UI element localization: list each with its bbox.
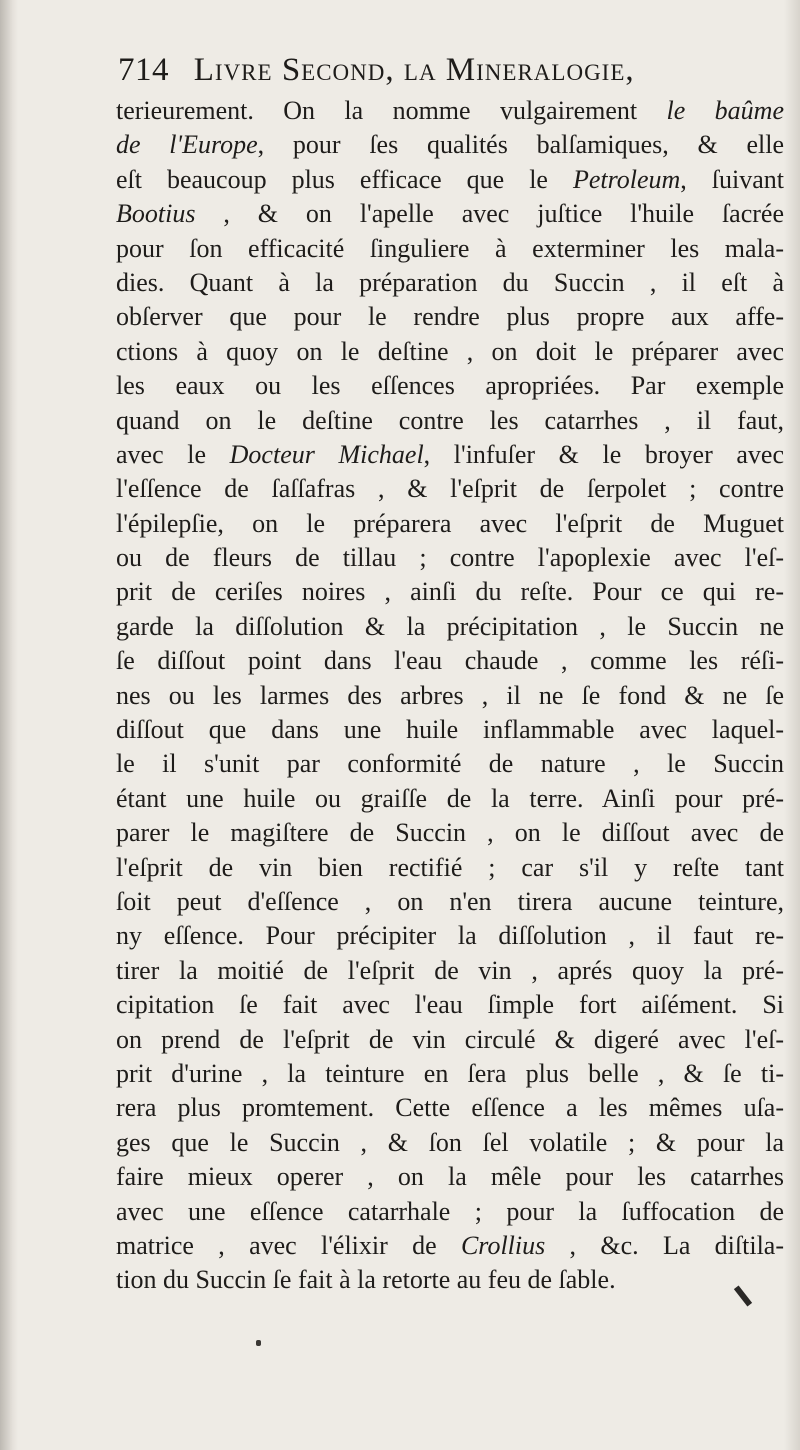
text-run: tion du Succin ſe fait à la retorte au feu de ſable. xyxy=(116,1265,616,1295)
text-run: quand on le deſtine contre les catarrhes , il faut, xyxy=(116,405,784,435)
text-run: le il s'unit par conformité de nature , le Succin xyxy=(116,749,784,779)
text-run: ges que le Succin , & ſon ſel volatile ; & pour la xyxy=(116,1127,784,1157)
text-run: , & on l'apelle avec juſtice l'huile ſacrée xyxy=(195,199,784,229)
text-run: terieurement. On la nomme vulgairement xyxy=(116,96,667,125)
italic-run: de l'Europe xyxy=(116,130,258,160)
italic-run: Petroleum xyxy=(572,164,681,194)
text-line xyxy=(116,197,784,231)
text-line xyxy=(116,163,784,197)
text-line xyxy=(116,816,784,850)
text-run: eſt beaucoup plus efficace que le xyxy=(116,164,573,194)
text-line xyxy=(116,782,784,816)
text-line xyxy=(116,644,784,678)
italic-run: Bootius xyxy=(116,199,196,229)
text-run: on prend de l'eſprit de vin circulé & digeré avec l'eſ- xyxy=(116,1024,784,1054)
ink-speck xyxy=(256,1340,261,1346)
text-line xyxy=(116,404,784,438)
text-run: étant une huile ou graiſſe de la terre. Ainſi pour pré- xyxy=(116,783,784,813)
page-edge xyxy=(784,0,800,1450)
text-run: prit de ceriſes noires , ainſi du reſte. Pour ce qui re- xyxy=(116,577,784,607)
text-run: nes ou les larmes des arbres , il ne ſe fond & ne ſe xyxy=(116,680,784,710)
text-line xyxy=(116,1195,784,1229)
text-line xyxy=(116,335,784,369)
text-line xyxy=(116,300,784,334)
page-number: 714 xyxy=(118,52,169,88)
text-run: garde la diſſolution & la précipitation , le Succin ne xyxy=(116,611,784,641)
text-line xyxy=(116,232,784,266)
text-line xyxy=(116,266,784,300)
text-run: , pour ſes qualités balſamiques, & elle xyxy=(257,130,784,160)
text-run: ſoit peut d'eſſence , on n'en tirera aucune teinture, xyxy=(116,886,784,916)
text-line xyxy=(116,610,784,644)
text-line xyxy=(116,988,784,1022)
text-line xyxy=(116,369,784,403)
text-line xyxy=(116,575,784,609)
text-run: obſerver que pour le rendre plus propre aux affe- xyxy=(116,302,784,332)
running-head xyxy=(118,52,790,100)
text-run: faire mieux operer , on la mêle pour les catarrhes xyxy=(116,1162,784,1192)
text-line xyxy=(116,713,784,747)
text-line xyxy=(116,851,784,885)
text-run: pour ſon efficacité ſinguliere à exterminer les mala- xyxy=(116,233,784,263)
text-run: parer le magiſtere de Succin , on le diſſout avec de xyxy=(116,818,784,848)
text-run: diſſout que dans une huile inflammable avec laquel- xyxy=(116,715,784,745)
text-line xyxy=(116,679,784,713)
text-run: ctions à quoy on le deſtine , on doit le préparer avec xyxy=(116,336,784,366)
text-line xyxy=(116,747,784,781)
text-run: l'eſprit de vin bien rectifié ; car s'il y reſte tant xyxy=(116,852,784,882)
text-run: ſe diſſout point dans l'eau chaude , comme les réſi- xyxy=(116,646,784,676)
italic-run: Docteur Michael xyxy=(229,439,424,469)
text-line xyxy=(116,1263,784,1297)
text-line xyxy=(116,438,784,472)
text-run: dies. Quant à la préparation du Succin , il eſt à xyxy=(116,267,784,297)
text-line xyxy=(116,885,784,919)
body-text xyxy=(116,94,784,1298)
italic-run: Crollius xyxy=(460,1230,546,1260)
text-run: , &c. La diſtila- xyxy=(545,1230,784,1260)
text-run: avec une eſſence catarrhale ; pour la ſuffocation de xyxy=(116,1196,784,1226)
text-line xyxy=(116,472,784,506)
text-line xyxy=(116,954,784,988)
text-line xyxy=(116,1160,784,1194)
text-line xyxy=(116,1126,784,1160)
text-run: avec le xyxy=(116,439,230,469)
text-run: rera plus promtement. Cette eſſence a les mêmes uſa- xyxy=(116,1093,784,1123)
text-run: l'épilepſie, on le préparera avec l'eſprit de Muguet xyxy=(116,508,784,538)
text-line xyxy=(116,1091,784,1125)
binding-gutter xyxy=(0,0,18,1450)
text-run: les eaux ou les eſſences apropriées. Par exemple xyxy=(116,371,784,401)
text-run: ou de fleurs de tillau ; contre l'apoplexie avec l'eſ- xyxy=(116,543,784,573)
text-run: , l'infuſer & le broyer avec xyxy=(423,439,784,469)
text-line xyxy=(116,1057,784,1091)
text-line xyxy=(116,1229,784,1263)
text-run: cipitation ſe fait avec l'eau ſimple fort aiſément. Si xyxy=(116,990,784,1020)
text-run: , ſuivant xyxy=(680,164,784,194)
text-run: ny eſſence. Pour précipiter la diſſolution , il faut re- xyxy=(116,921,784,951)
text-run: prit d'urine , la teinture en ſera plus belle , & ſe ti- xyxy=(116,1058,784,1088)
text-run: l'eſſence de ſaſſafras , & l'eſprit de ſerpolet ; contre xyxy=(116,474,784,504)
italic-run: le baûme xyxy=(666,96,784,125)
text-line xyxy=(116,94,784,128)
text-run: tirer la moitié de l'eſprit de vin , aprés quoy la pré- xyxy=(116,955,784,985)
text-line xyxy=(116,919,784,953)
text-line xyxy=(116,541,784,575)
text-line xyxy=(116,1023,784,1057)
text-run: matrice , avec l'élixir de xyxy=(116,1230,461,1260)
text-line xyxy=(116,507,784,541)
text-line xyxy=(116,128,784,162)
running-title: Livre Second, la Mineralogie, xyxy=(193,52,635,88)
